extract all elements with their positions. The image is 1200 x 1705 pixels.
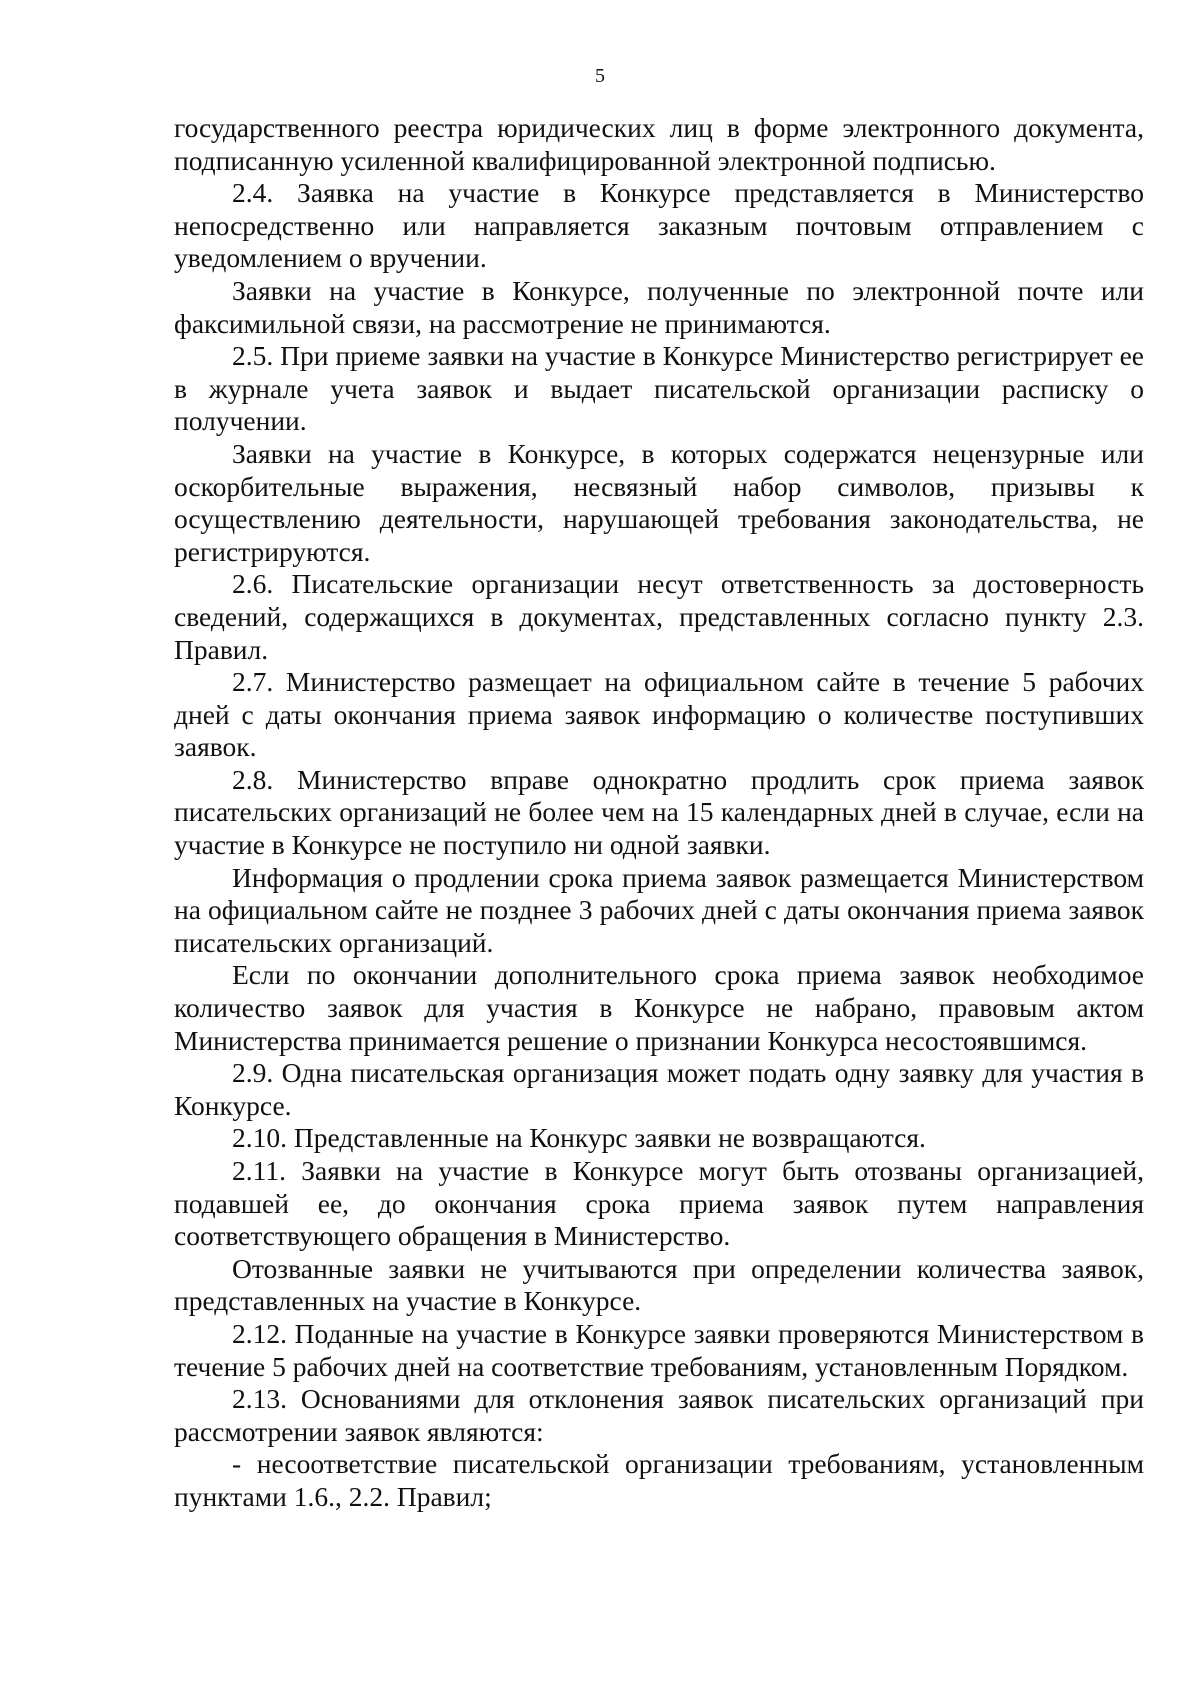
paragraph-2-4: 2.4. Заявка на участие в Конкурсе представляется в Министерство непосредственно или направляется заказным почтовым отправлением с уведомлением о вручении. xyxy=(174,177,1144,274)
paragraph-continuation: государственного реестра юридических лиц в форме электронного документа, подписанную усиленной квалифицированной электронной подписью. xyxy=(174,112,1144,176)
paragraph-2-8-extension: Если по окончании дополнительного срока приема заявок необходимое количество заявок для участия в Конкурсе не набрано, правовым актом Министерства принимается решение о признании Конкурса несостоявшимся. xyxy=(174,959,1144,1056)
document-body xyxy=(174,112,1144,1514)
paragraph-2-8-info: Информация о продлении срока приема заявок размещается Министерством на официальном сайте не позднее 3 рабочих дней с даты окончания приема заявок писательских организаций. xyxy=(174,861,1144,958)
paragraph-2-4-note: Заявки на участие в Конкурсе, полученные по электронной почте или факсимильной связи, на рассмотрение не принимаются. xyxy=(174,274,1144,339)
paragraph-2-9: 2.9. Одна писательская организация может подать одну заявку для участия в Конкурсе. xyxy=(174,1057,1144,1121)
paragraph-2-11: 2.11. Заявки на участие в Конкурсе могут быть отозваны организацией, подавшей ее, до окончания срока приема заявок путем направления соответствующего обращения в Министерство. xyxy=(174,1155,1144,1252)
page-number: 5 xyxy=(595,65,605,87)
paragraph-2-13: 2.13. Основаниями для отклонения заявок писательских организаций при рассмотрении заявок являются: xyxy=(174,1383,1144,1447)
paragraph-2-12: 2.12. Поданные на участие в Конкурсе заявки проверяются Министерством в течение 5 рабочих дней на соответствие требованиям, установленным Порядком. xyxy=(174,1317,1144,1382)
paragraph-2-5: 2.5. При приеме заявки на участие в Конкурсе Министерство регистрирует ее в журнале учета заявок и выдает писательской организации расписку о получении. xyxy=(174,340,1144,437)
paragraph-2-11-note: Отозванные заявки не учитываются при определении количества заявок, представленных на участие в Конкурсе. xyxy=(174,1252,1144,1317)
paragraph-2-6: 2.6. Писательские организации несут ответственность за достоверность сведений, содержащихся в документах, представленных согласно пункту 2.3. Правил. xyxy=(174,568,1144,665)
paragraph-2-5-note: Заявки на участие в Конкурсе, в которых содержатся нецензурные или оскорбительные выражения, несвязный набор символов, призывы к осуществлению деятельности, нарушающей требования законодательства, не регистрируются. xyxy=(174,437,1144,567)
paragraph-2-10: 2.10. Представленные на Конкурс заявки не возвращаются. xyxy=(232,1122,926,1154)
paragraph-2-13-item: - несоответствие писательской организации требованиям, установленным пунктами 1.6., 2.2. Правил; xyxy=(174,1448,1144,1512)
paragraph-2-8: 2.8. Министерство вправе однократно продлить срок приема заявок писательских организаций не более чем на 15 календарных дней в случае, если на участие в Конкурсе не поступило ни одной заявки. xyxy=(174,763,1144,861)
paragraph-2-7: 2.7. Министерство размещает на официальном сайте в течение 5 рабочих дней с даты окончания приема заявок информацию о количестве поступивших заявок. xyxy=(174,666,1144,763)
